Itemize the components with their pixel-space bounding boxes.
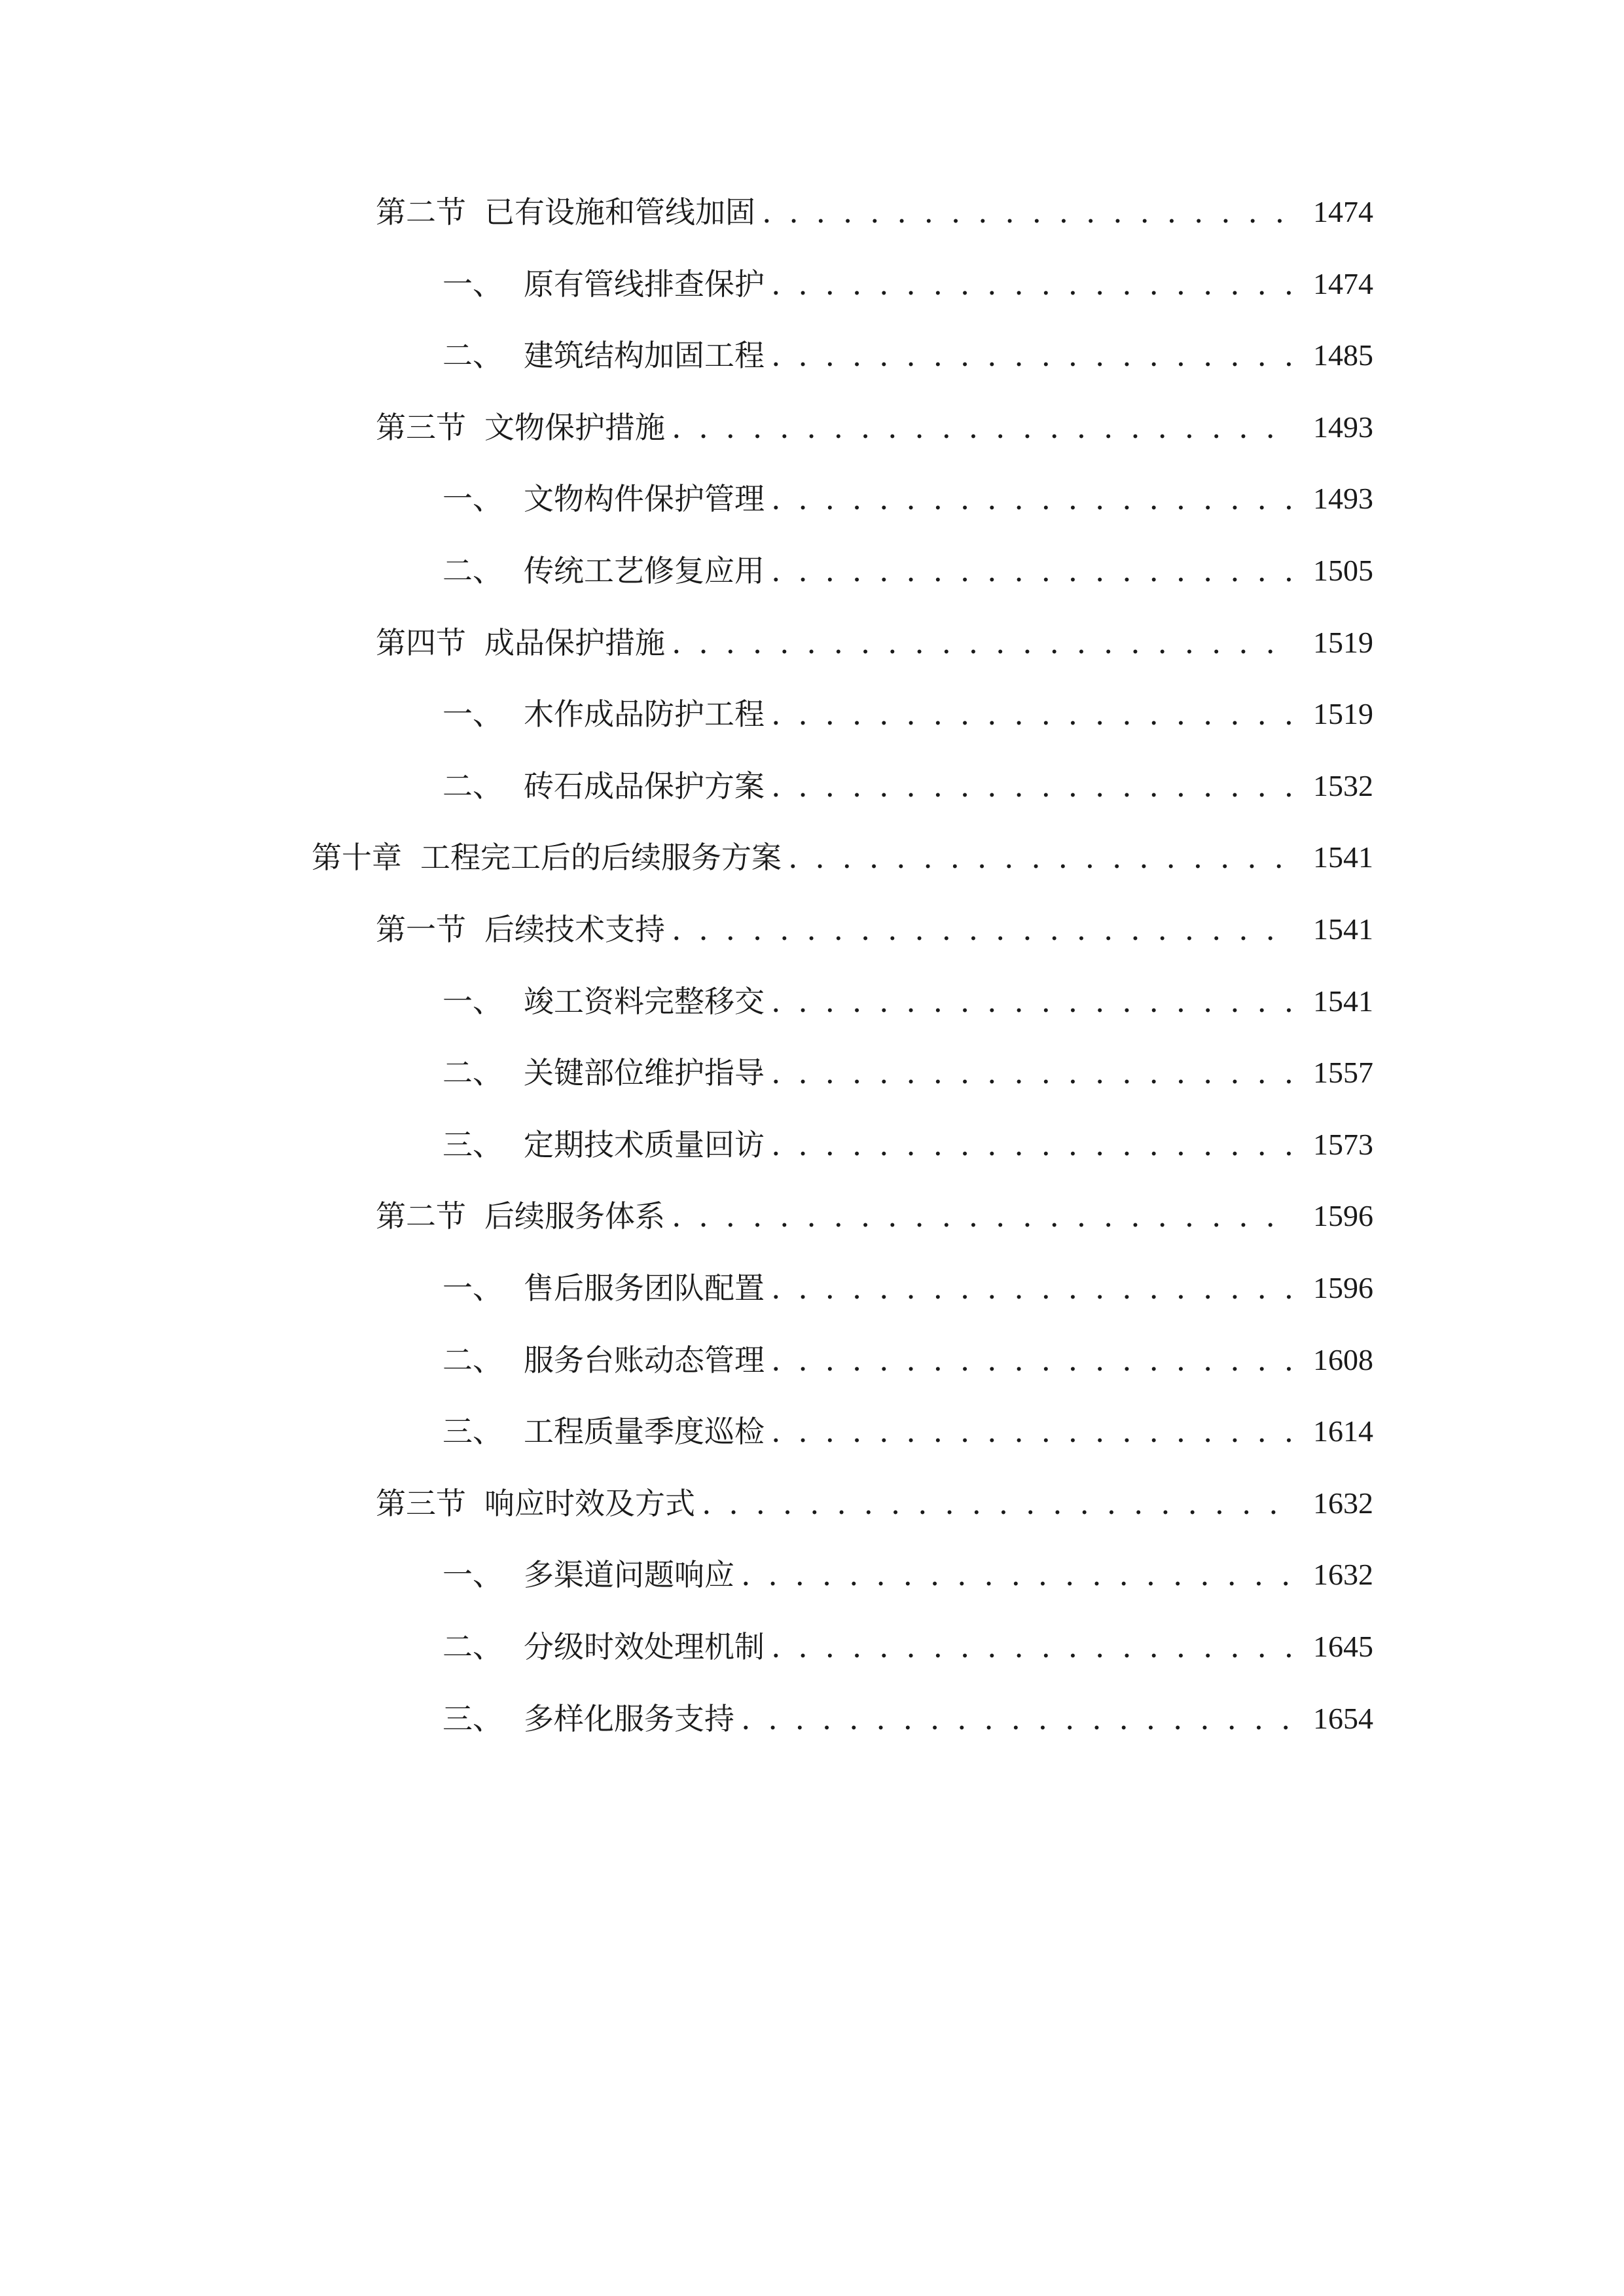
toc-dot-leader bbox=[771, 332, 1292, 379]
toc-entry-page-number: 1541 bbox=[1313, 912, 1373, 946]
toc-entry-page-number: 1474 bbox=[1313, 267, 1373, 300]
toc-entry-number: 二、 bbox=[442, 338, 503, 373]
toc-entry-title: 已有设施和管线加固 bbox=[484, 194, 755, 230]
toc-entry[interactable] bbox=[312, 834, 1373, 881]
toc-dot-leader bbox=[771, 1623, 1292, 1670]
toc-dot-leader bbox=[741, 1551, 1292, 1598]
toc-entry-number: 第四节 bbox=[376, 625, 466, 660]
toc-entry-title: 木作成品防护工程 bbox=[524, 696, 765, 732]
toc-entry-title: 定期技术质量回访 bbox=[524, 1127, 765, 1162]
toc-dot-leader bbox=[771, 1265, 1292, 1312]
toc-dot-leader bbox=[788, 834, 1292, 881]
toc-entry-page-number: 1519 bbox=[1313, 626, 1373, 659]
toc-entry[interactable] bbox=[376, 906, 1373, 953]
toc-entry[interactable] bbox=[376, 188, 1373, 236]
toc-dot-leader bbox=[672, 906, 1292, 953]
toc-entry-page-number: 1485 bbox=[1313, 338, 1373, 372]
toc-entry-page-number: 1474 bbox=[1313, 195, 1373, 228]
toc-entry[interactable] bbox=[376, 1193, 1373, 1240]
toc-entry-title: 传统工艺修复应用 bbox=[524, 553, 765, 588]
toc-entry-title: 响应时效及方式 bbox=[484, 1486, 695, 1521]
toc-entry-number: 三、 bbox=[442, 1127, 503, 1162]
toc-entry[interactable] bbox=[376, 619, 1373, 666]
toc-entry[interactable] bbox=[376, 404, 1373, 451]
toc-entry-number: 第十章 bbox=[312, 840, 402, 875]
toc-entry-number: 一、 bbox=[442, 1557, 503, 1592]
toc-entry[interactable] bbox=[442, 978, 1373, 1025]
toc-entry-number: 一、 bbox=[442, 481, 503, 516]
toc-entry-number: 第三节 bbox=[376, 1486, 466, 1521]
toc-dot-leader bbox=[702, 1480, 1292, 1527]
toc-entry[interactable] bbox=[376, 1480, 1373, 1527]
toc-dot-leader bbox=[771, 260, 1292, 308]
toc-entry[interactable] bbox=[442, 1265, 1373, 1312]
toc-entry-page-number: 1573 bbox=[1313, 1128, 1373, 1161]
toc-entry-number: 第二节 bbox=[376, 1198, 466, 1234]
toc-dot-leader bbox=[672, 1193, 1292, 1240]
toc-entry-number: 第三节 bbox=[376, 410, 466, 445]
toc-entry-page-number: 1505 bbox=[1313, 554, 1373, 587]
toc-entry-page-number: 1493 bbox=[1313, 410, 1373, 444]
toc-dot-leader bbox=[762, 188, 1292, 236]
toc-entry[interactable] bbox=[442, 691, 1373, 738]
toc-dot-leader bbox=[672, 619, 1292, 666]
toc-entry[interactable] bbox=[442, 1623, 1373, 1670]
toc-entry[interactable] bbox=[442, 475, 1373, 522]
toc-entry-title: 工程完工后的后续服务方案 bbox=[420, 840, 782, 875]
toc-dot-leader bbox=[771, 691, 1292, 738]
toc-entry-page-number: 1541 bbox=[1313, 840, 1373, 874]
toc-entry[interactable] bbox=[442, 1695, 1373, 1742]
toc-dot-leader bbox=[771, 1121, 1292, 1168]
toc-entry-page-number: 1645 bbox=[1313, 1630, 1373, 1663]
toc-entry-title: 竣工资料完整移交 bbox=[524, 984, 765, 1019]
toc-entry-title: 工程质量季度巡检 bbox=[524, 1414, 765, 1449]
toc-entry-title: 售后服务团队配置 bbox=[524, 1270, 765, 1306]
toc-dot-leader bbox=[771, 1336, 1292, 1384]
toc-entry-page-number: 1614 bbox=[1313, 1414, 1373, 1448]
toc-entry-number: 二、 bbox=[442, 1342, 503, 1378]
toc-dot-leader bbox=[771, 547, 1292, 594]
toc-entry-number: 二、 bbox=[442, 1629, 503, 1664]
toc-entry-title: 多渠道问题响应 bbox=[524, 1557, 734, 1592]
toc-entry-page-number: 1654 bbox=[1313, 1702, 1373, 1735]
toc-entry-number: 一、 bbox=[442, 266, 503, 302]
toc-entry[interactable] bbox=[442, 547, 1373, 594]
toc-entry-number: 一、 bbox=[442, 696, 503, 732]
toc-entry-number: 二、 bbox=[442, 553, 503, 588]
toc-entry-page-number: 1557 bbox=[1313, 1056, 1373, 1089]
toc-entry[interactable] bbox=[442, 1049, 1373, 1096]
toc-entry[interactable] bbox=[442, 762, 1373, 810]
toc-entry-title: 文物构件保护管理 bbox=[524, 481, 765, 516]
toc-entry[interactable] bbox=[442, 332, 1373, 379]
toc-entry-page-number: 1519 bbox=[1313, 697, 1373, 730]
toc-entry-page-number: 1541 bbox=[1313, 984, 1373, 1018]
toc-entry-title: 多样化服务支持 bbox=[524, 1701, 734, 1736]
toc-entry-page-number: 1596 bbox=[1313, 1271, 1373, 1304]
toc-entry-title: 建筑结构加固工程 bbox=[524, 338, 765, 373]
toc-dot-leader bbox=[771, 762, 1292, 810]
toc-entry-page-number: 1632 bbox=[1313, 1486, 1373, 1520]
toc-entry-number: 一、 bbox=[442, 984, 503, 1019]
toc-entry[interactable] bbox=[442, 260, 1373, 308]
toc-entry-number: 三、 bbox=[442, 1414, 503, 1449]
toc-entry-title: 后续服务体系 bbox=[484, 1198, 665, 1234]
toc-entry-title: 成品保护措施 bbox=[484, 625, 665, 660]
toc-dot-leader bbox=[771, 475, 1292, 522]
toc-entry[interactable] bbox=[442, 1551, 1373, 1598]
toc-entry-number: 一、 bbox=[442, 1270, 503, 1306]
toc-dot-leader bbox=[771, 1408, 1292, 1455]
toc-entry-page-number: 1596 bbox=[1313, 1199, 1373, 1232]
toc-entry-title: 分级时效处理机制 bbox=[524, 1629, 765, 1664]
toc-entry-title: 服务台账动态管理 bbox=[524, 1342, 765, 1378]
toc-entry-number: 三、 bbox=[442, 1701, 503, 1736]
toc-entry-page-number: 1493 bbox=[1313, 482, 1373, 515]
toc-entry-title: 砖石成品保护方案 bbox=[524, 768, 765, 804]
toc-entry-title: 后续技术支持 bbox=[484, 912, 665, 947]
toc-entry[interactable] bbox=[442, 1121, 1373, 1168]
toc-dot-leader bbox=[672, 404, 1292, 451]
toc-entry[interactable] bbox=[442, 1408, 1373, 1455]
toc-dot-leader bbox=[771, 978, 1292, 1025]
toc-entry-title: 文物保护措施 bbox=[484, 410, 665, 445]
toc-dot-leader bbox=[771, 1049, 1292, 1096]
toc-entry-page-number: 1608 bbox=[1313, 1343, 1373, 1376]
toc-entry-number: 二、 bbox=[442, 1055, 503, 1090]
toc-entry-number: 第一节 bbox=[376, 912, 466, 947]
toc-entry-title: 关键部位维护指导 bbox=[524, 1055, 765, 1090]
toc-entry-page-number: 1532 bbox=[1313, 769, 1373, 802]
toc-entry-page-number: 1632 bbox=[1313, 1558, 1373, 1591]
toc-dot-leader bbox=[741, 1695, 1292, 1742]
toc-entry-title: 原有管线排查保护 bbox=[524, 266, 765, 302]
toc-entry-number: 二、 bbox=[442, 768, 503, 804]
toc-entry-number: 第二节 bbox=[376, 194, 466, 230]
toc-entry[interactable] bbox=[442, 1336, 1373, 1384]
